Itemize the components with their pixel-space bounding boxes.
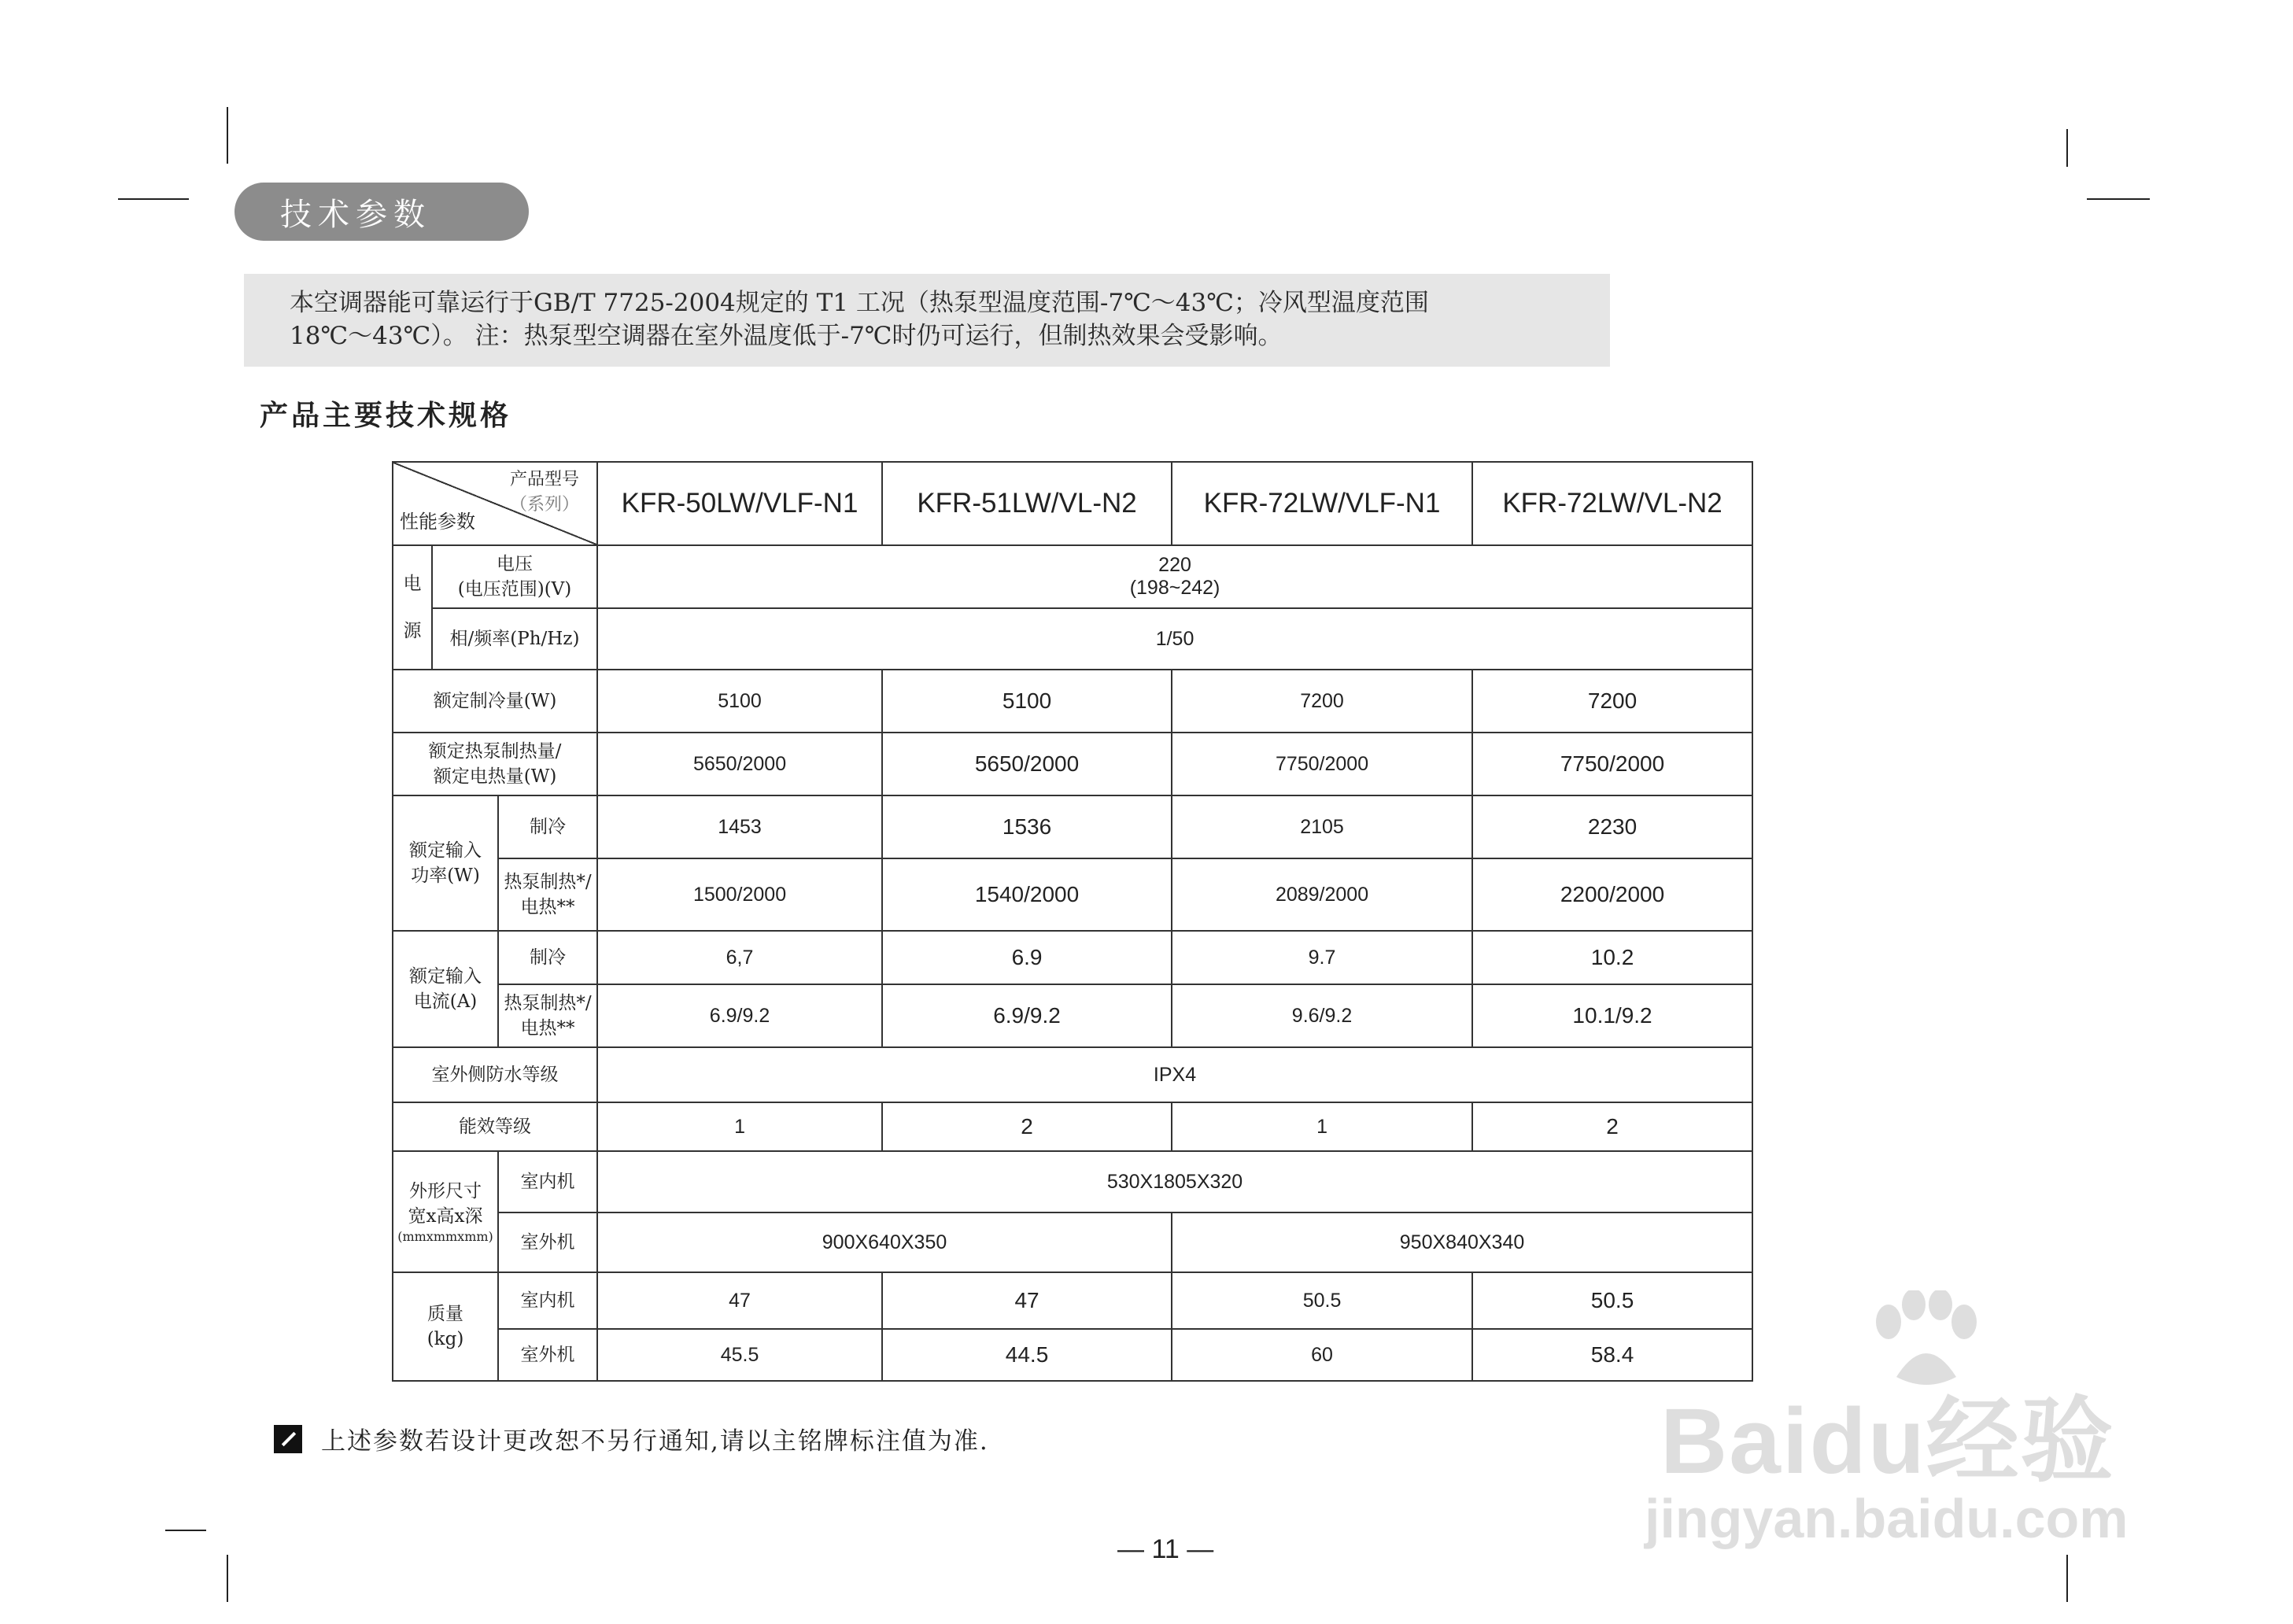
input-current-cool-row <box>393 931 1752 984</box>
intro-box <box>244 274 1610 367</box>
table-cell: 1536 <box>882 795 1172 858</box>
section-title: 技术参数 <box>280 196 431 233</box>
table-cell: 10.1/9.2 <box>1472 984 1752 1047</box>
mass-label-line: (kg) <box>426 1329 464 1349</box>
dimensions-label <box>393 1151 498 1272</box>
intro-line-2: 18℃～43℃）。 注：热泵型空调器在室外温度低于-7℃时仍可运行，但制热效果会受影响。 <box>290 322 1283 350</box>
table-cell: 2200/2000 <box>1472 858 1752 931</box>
voltage-value <box>597 545 1752 608</box>
model-header: KFR-51LW/VL-N2 <box>882 462 1172 545</box>
dimensions-outdoor-value: 900X640X350 <box>597 1212 1172 1272</box>
crop-mark-top-right-vertical <box>2066 129 2068 167</box>
voltage-label-line: (电压范围)(V) <box>457 579 572 600</box>
dimensions-indoor-row <box>393 1151 1752 1212</box>
table-cell: 44.5 <box>882 1329 1172 1381</box>
rated-heating-row <box>393 733 1752 795</box>
table-cell: 1500/2000 <box>597 858 882 931</box>
input-power-cool-row <box>393 795 1752 858</box>
table-cell: 6,7 <box>597 931 882 984</box>
heat-label-line: 电热** <box>520 1018 575 1039</box>
mass-indoor-row <box>393 1272 1752 1329</box>
dimensions-indoor-label: 室内机 <box>498 1151 597 1212</box>
heat-label-line: 热泵制热*/ <box>504 993 592 1013</box>
power-group-label <box>393 545 432 670</box>
table-cell: 5650/2000 <box>597 733 882 795</box>
voltage-range-line: (198~242) <box>1129 577 1220 599</box>
spec-table <box>392 461 1753 1382</box>
page-number: — 11 — <box>1117 1534 1214 1564</box>
pencil-note-icon <box>274 1425 302 1453</box>
table-cell: 5100 <box>882 670 1172 733</box>
mass-label <box>393 1272 498 1381</box>
input-current-heat-row <box>393 984 1752 1047</box>
rated-heating-label-line: 额定热泵制热量/ <box>428 741 562 762</box>
voltage-row <box>393 545 1752 608</box>
power-group-char: 源 <box>403 621 422 641</box>
table-cell: 5650/2000 <box>882 733 1172 795</box>
crop-mark-bottom-left-horizontal <box>165 1530 206 1531</box>
model-header: KFR-72LW/VLF-N1 <box>1172 462 1472 545</box>
footnote <box>274 1421 989 1456</box>
table-cell: 2089/2000 <box>1172 858 1472 931</box>
table-cell: 1540/2000 <box>882 858 1172 931</box>
table-cell: 1 <box>1172 1102 1472 1151</box>
table-cell: 5100 <box>597 670 882 733</box>
table-cell: 7200 <box>1172 670 1472 733</box>
table-cell: 45.5 <box>597 1329 882 1381</box>
table-cell: 2 <box>882 1102 1172 1151</box>
input-current-cool-label: 制冷 <box>498 931 597 984</box>
table-cell: 6.9 <box>882 931 1172 984</box>
waterproof-row <box>393 1047 1752 1102</box>
header-series-label: （系列） <box>510 495 580 515</box>
table-cell: 1 <box>597 1102 882 1151</box>
table-cell: 7200 <box>1472 670 1752 733</box>
dimensions-label-line: 外形尺寸 <box>409 1181 482 1201</box>
footnote-text: 上述参数若设计更改恕不另行通知,请以主铭牌标注值为准. <box>321 1427 989 1456</box>
header-model-labels <box>510 467 579 518</box>
rated-heating-label-line: 额定电热量(W) <box>433 766 557 787</box>
mass-outdoor-row <box>393 1329 1752 1381</box>
input-current-heat-label <box>498 984 597 1047</box>
voltage-label <box>432 545 597 608</box>
input-power-label-line: 功率(W) <box>411 866 480 886</box>
table-cell: 1453 <box>597 795 882 858</box>
mass-outdoor-label: 室外机 <box>498 1329 597 1381</box>
dimensions-outdoor-row <box>393 1212 1752 1272</box>
spec-subtitle: 产品主要技术规格 <box>260 399 512 432</box>
table-cell: 6.9/9.2 <box>597 984 882 1047</box>
table-cell: 2105 <box>1172 795 1472 858</box>
table-cell: 50.5 <box>1172 1272 1472 1329</box>
baidu-watermark <box>1645 1290 2211 1558</box>
mass-label-line: 质量 <box>427 1304 463 1324</box>
input-power-label-line: 额定输入 <box>409 840 482 861</box>
intro-line-1: 本空调器能可靠运行于GB/T 7725-2004规定的 T1 工况（热泵型温度范围-7℃～43℃；冷风型温度范围 <box>290 289 1429 317</box>
input-power-cool-label: 制冷 <box>498 795 597 858</box>
rated-heating-label <box>393 733 597 795</box>
table-cell: 50.5 <box>1472 1272 1752 1329</box>
header-diagonal-cell <box>393 462 597 545</box>
efficiency-row <box>393 1102 1752 1151</box>
table-cell: 47 <box>882 1272 1172 1329</box>
input-current-label-line: 电流(A) <box>413 991 478 1012</box>
phase-row <box>393 608 1752 670</box>
table-cell: 9.7 <box>1172 931 1472 984</box>
waterproof-value: IPX4 <box>597 1047 1752 1102</box>
header-row <box>393 462 1752 545</box>
mass-indoor-label: 室内机 <box>498 1272 597 1329</box>
model-header: KFR-72LW/VL-N2 <box>1472 462 1752 545</box>
header-param-label: 性能参数 <box>400 511 475 533</box>
rated-cooling-row <box>393 670 1752 733</box>
heat-label-line: 电热** <box>520 897 575 917</box>
table-cell: 6.9/9.2 <box>882 984 1172 1047</box>
model-header: KFR-50LW/VLF-N1 <box>597 462 882 545</box>
power-group-char: 电 <box>403 574 422 594</box>
crop-mark-top-right-horizontal <box>2087 198 2150 200</box>
table-cell: 7750/2000 <box>1472 733 1752 795</box>
voltage-value-line: 220 <box>1158 554 1191 576</box>
input-power-heat-row <box>393 858 1752 931</box>
dimensions-indoor-value: 530X1805X320 <box>597 1151 1752 1212</box>
waterproof-label: 室外侧防水等级 <box>393 1047 597 1102</box>
dimensions-label-line: 宽x高x深 <box>408 1206 483 1227</box>
dimensions-outdoor-value: 950X840X340 <box>1172 1212 1752 1272</box>
section-title-pill <box>234 183 529 241</box>
input-current-label <box>393 931 498 1047</box>
dimensions-unit: (mmxmmxmm) <box>397 1229 493 1244</box>
dimensions-outdoor-label: 室外机 <box>498 1212 597 1272</box>
table-cell: 58.4 <box>1472 1329 1752 1381</box>
table-cell: 2230 <box>1472 795 1752 858</box>
input-power-heat-label <box>498 858 597 931</box>
crop-mark-top-left-horizontal <box>118 198 189 200</box>
rated-cooling-label: 额定制冷量(W) <box>393 670 597 733</box>
efficiency-label: 能效等级 <box>393 1102 597 1151</box>
voltage-label-line: 电压 <box>497 554 534 574</box>
crop-mark-bottom-left-vertical <box>227 1555 228 1602</box>
table-cell: 9.6/9.2 <box>1172 984 1472 1047</box>
table-cell: 60 <box>1172 1329 1472 1381</box>
crop-mark-bottom-right-vertical <box>2066 1555 2068 1602</box>
table-cell: 7750/2000 <box>1172 733 1472 795</box>
watermark-url: jingyan.baidu.com <box>1645 1488 2129 1549</box>
input-current-label-line: 额定输入 <box>409 966 482 987</box>
input-power-label <box>393 795 498 931</box>
table-cell: 2 <box>1472 1102 1752 1151</box>
phase-value: 1/50 <box>597 608 1752 670</box>
table-cell: 47 <box>597 1272 882 1329</box>
watermark-brand: Baidu经验 <box>1660 1390 2115 1493</box>
header-model-label: 产品型号 <box>510 470 580 489</box>
table-cell: 10.2 <box>1472 931 1752 984</box>
phase-label: 相/频率(Ph/Hz) <box>432 608 597 670</box>
heat-label-line: 热泵制热*/ <box>504 872 592 892</box>
crop-mark-top-left-vertical <box>227 107 228 164</box>
